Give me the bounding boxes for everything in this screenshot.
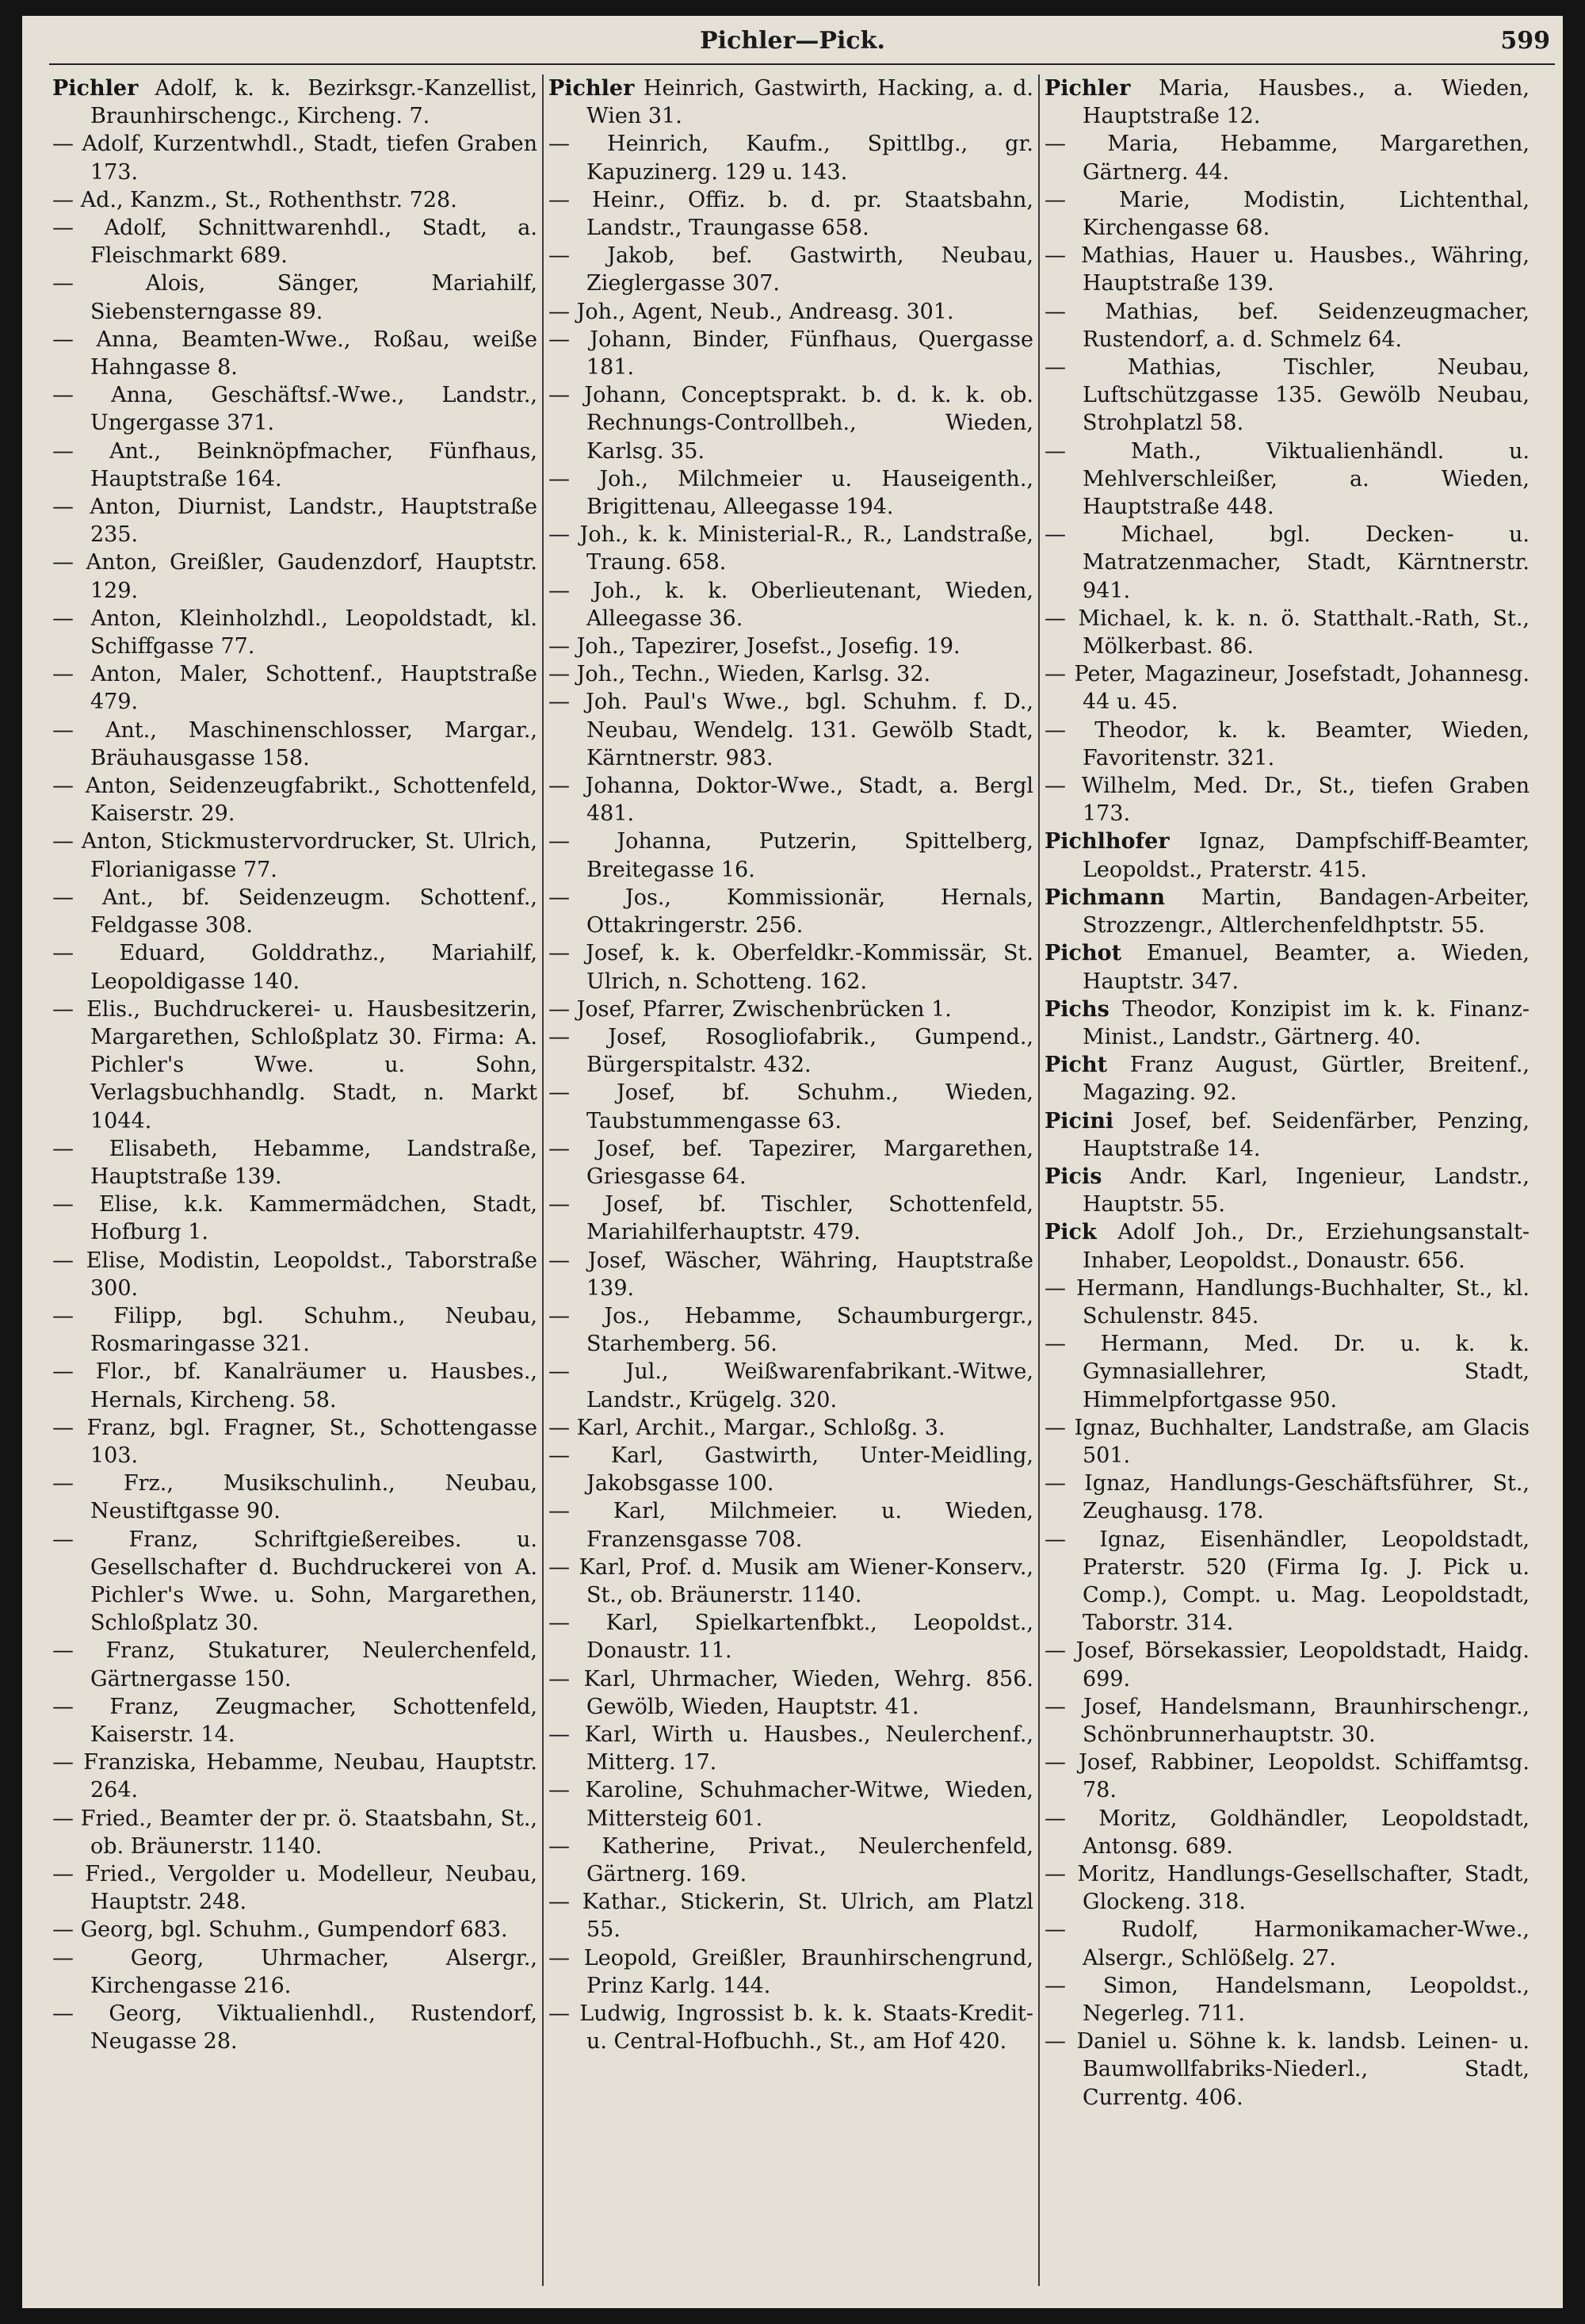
directory-entry xyxy=(548,1944,1033,2000)
directory-entry xyxy=(548,1135,1033,1191)
directory-entry xyxy=(52,772,537,828)
directory-entry xyxy=(548,1776,1033,1832)
directory-entry xyxy=(1045,1163,1530,1218)
directory-entry xyxy=(548,381,1033,465)
directory-entry xyxy=(1045,438,1530,522)
directory-entry xyxy=(52,1693,537,1749)
directory-entry xyxy=(1045,1051,1530,1107)
directory-entry xyxy=(548,1414,1033,1442)
entry-text: Adolf, k. k. Bezirksgr.-Kanzellist, Braunhirschengc., Kircheng. 7. xyxy=(90,76,537,129)
directory-entry xyxy=(548,1191,1033,1246)
entry-text: — Ignaz, Buchhalter, Landstraße, am Glacis 501. xyxy=(1045,1415,1530,1468)
entry-text: — Joh., Techn., Wieden, Karlsg. 32. xyxy=(548,662,931,687)
entry-text: — Fried., Beamter der pr. ö. Staatsbahn, St., ob. Bräunerstr. 1140. xyxy=(52,1806,537,1859)
directory-entry xyxy=(52,1916,537,1944)
directory-entry xyxy=(1045,1470,1530,1525)
directory-entry xyxy=(548,1497,1033,1553)
directory-entry xyxy=(52,660,537,716)
directory-entry xyxy=(1045,2028,1530,2112)
directory-entry xyxy=(548,1554,1033,1609)
directory-entry xyxy=(1045,1972,1530,2028)
directory-entry xyxy=(52,996,537,1135)
directory-entry xyxy=(52,1247,537,1302)
entry-text: — Anton, Seidenzeugfabrikt., Schottenfeld, Kaiserstr. 29. xyxy=(52,774,537,827)
entry-text: — Moritz, Handlungs-Gesellschafter, Stadt, Glockeng. 318. xyxy=(1045,1862,1530,1915)
entry-text: — Kathar., Stickerin, St. Ulrich, am Platzl 55. xyxy=(548,1890,1033,1943)
entry-surname: Picht xyxy=(1045,1053,1108,1078)
entry-text: — Johanna, Putzerin, Spittelberg, Breitegasse 16. xyxy=(548,829,1033,882)
entry-text: — Adolf, Kurzentwhdl., Stadt, tiefen Graben 173. xyxy=(52,132,537,185)
directory-entry xyxy=(1045,130,1530,185)
directory-entry xyxy=(548,2000,1033,2055)
entry-text: — Fried., Vergolder u. Modelleur, Neubau, Hauptstr. 248. xyxy=(52,1862,537,1915)
directory-entry xyxy=(1045,828,1530,883)
entry-surname: Pichmann xyxy=(1045,885,1165,910)
directory-entry xyxy=(548,688,1033,772)
column-divider xyxy=(542,75,544,2286)
entry-surname: Pichot xyxy=(1045,941,1122,966)
entry-text: — Karl, Uhrmacher, Wieden, Wehrg. 856. Gewölb, Wieden, Hauptstr. 41. xyxy=(548,1666,1033,1719)
directory-entry xyxy=(1045,1637,1530,1692)
directory-entry xyxy=(548,298,1033,326)
directory-entry xyxy=(548,828,1033,883)
entry-text: — Karl, Gastwirth, Unter-Meidling, Jakobsgasse 100. xyxy=(548,1443,1033,1496)
directory-entry xyxy=(52,2000,537,2055)
entry-surname: Pichlhofer xyxy=(1045,829,1170,854)
directory-entry xyxy=(548,1302,1033,1358)
directory-entry xyxy=(1045,1414,1530,1470)
entry-surname: Picis xyxy=(1045,1164,1102,1189)
entry-text: — Flor., bf. Kanalräumer u. Hausbes., Hernals, Kircheng. 58. xyxy=(52,1359,537,1412)
entry-text: — Joh., k. k. Oberlieutenant, Wieden, Alleegasse 36. xyxy=(548,578,1033,631)
directory-entry xyxy=(1045,1218,1530,1274)
entry-text: — Anna, Beamten-Wwe., Roßau, weiße Hahngasse 8. xyxy=(52,327,537,380)
entry-text: — Ignaz, Eisenhändler, Leopoldstadt, Praterstr. 520 (Firma Ig. J. Pick u. Comp.), Compt. u. Mag. Leopoldstadt, Taborstr. 314. xyxy=(1045,1527,1530,1636)
entry-text: — Elise, Modistin, Leopoldst., Taborstraße 300. xyxy=(52,1248,537,1301)
entry-text: — Mathias, Tischler, Neubau, Luftschützgasse 135. Gewölb Neubau, Strohplatzl 58. xyxy=(1045,355,1530,436)
entry-text: — Georg, Viktualienhdl., Rustendorf, Neugasse 28. xyxy=(52,2001,537,2055)
running-head: Pichler—Pick. xyxy=(700,27,885,55)
entry-text: — Franziska, Hebamme, Neubau, Hauptstr. 264. xyxy=(52,1750,537,1803)
entry-text: — Joh., Tapezirer, Josefst., Josefig. 19. xyxy=(548,634,961,659)
page-number: 599 xyxy=(1500,27,1550,55)
entry-text: — Theodor, k. k. Beamter, Wieden, Favoritenstr. 321. xyxy=(1045,717,1530,770)
directory-entry xyxy=(548,1442,1033,1497)
entry-text: — Josef, bef. Tapezirer, Margarethen, Griesgasse 64. xyxy=(548,1136,1033,1189)
directory-entry xyxy=(52,269,537,325)
directory-entry xyxy=(52,605,537,660)
entry-text: — Michael, bgl. Decken- u. Matratzenmacher, Stadt, Kärntnerstr. 941. xyxy=(1045,522,1530,603)
directory-entry xyxy=(548,1888,1033,1944)
entry-text: Theodor, Konzipist im k. k. Finanz-Minist., Landstr., Gärtnerg. 40. xyxy=(1083,996,1530,1049)
directory-entry xyxy=(52,1749,537,1804)
directory-entry xyxy=(548,465,1033,521)
entry-text: — Elise, k.k. Kammermädchen, Stadt, Hofburg 1. xyxy=(52,1192,537,1245)
directory-entry xyxy=(548,1023,1033,1079)
entry-text: — Josef, Pfarrer, Zwischenbrücken 1. xyxy=(548,996,952,1022)
entry-text: Andr. Karl, Ingenieur, Landstr., Hauptstr. 55. xyxy=(1083,1164,1530,1217)
entry-text: — Ludwig, Ingrossist b. k. k. Staats-Kredit- u. Central-Hofbuchh., St., am Hof 420. xyxy=(548,2001,1033,2055)
directory-entry xyxy=(1045,354,1530,438)
entry-text: — Joh. Paul's Wwe., bgl. Schuhm. f. D., Neubau, Wendelg. 131. Gewölb Stadt, Kärntnerstr. 983. xyxy=(548,690,1033,770)
directory-entry xyxy=(52,130,537,185)
entry-text: — Wilhelm, Med. Dr., St., tiefen Graben 173. xyxy=(1045,774,1530,827)
directory-entry xyxy=(52,1470,537,1525)
entry-text: — Georg, Uhrmacher, Alsergr., Kirchengasse 216. xyxy=(52,1945,537,1998)
entry-surname: Picini xyxy=(1045,1108,1114,1133)
directory-entry xyxy=(52,326,537,381)
entry-surname: Pichler xyxy=(1045,76,1131,101)
entry-text: — Anna, Geschäftsf.-Wwe., Landstr., Ungergasse 371. xyxy=(52,383,537,436)
entry-text: — Filipp, bgl. Schuhm., Neubau, Rosmaringasse 321. xyxy=(52,1303,537,1357)
directory-entry xyxy=(52,1191,537,1246)
directory-entry xyxy=(1045,186,1530,242)
directory-entry xyxy=(548,1833,1033,1888)
entry-text: — Johanna, Doktor-Wwe., Stadt, a. Bergl 481. xyxy=(548,774,1033,827)
entry-text: — Johann, Binder, Fünfhaus, Quergasse 181. xyxy=(548,327,1033,380)
directory-entry xyxy=(548,772,1033,828)
directory-entry xyxy=(548,633,1033,660)
directory-entry xyxy=(1045,717,1530,772)
entry-text: — Elisabeth, Hebamme, Landstraße, Hauptstraße 139. xyxy=(52,1136,537,1189)
entry-text: — Maria, Hebamme, Margarethen, Gärtnerg. 44. xyxy=(1045,132,1530,185)
entry-text: Josef, bef. Seidenfärber, Penzing, Hauptstraße 14. xyxy=(1083,1108,1530,1161)
entry-text: — Josef, bf. Schuhm., Wieden, Taubstummengasse 63. xyxy=(548,1080,1033,1133)
entry-text: — Anton, Stickmustervordrucker, St. Ulrich, Florianigasse 77. xyxy=(52,829,537,882)
entry-text: — Peter, Magazineur, Josefstadt, Johannesg. 44 u. 45. xyxy=(1045,662,1530,715)
directory-entry xyxy=(52,828,537,883)
directory-entry xyxy=(1045,1916,1530,1971)
directory-entry xyxy=(1045,242,1530,297)
entry-text: — Daniel u. Söhne k. k. landsb. Leinen- u. Baumwollfabriks-Niederl., Stadt, Currentg. 406. xyxy=(1045,2029,1530,2110)
entry-text: — Moritz, Goldhändler, Leopoldstadt, Antonsg. 689. xyxy=(1045,1806,1530,1859)
entry-text: — Adolf, Schnittwarenhdl., Stadt, a. Fleischmarkt 689. xyxy=(52,216,537,269)
directory-entry xyxy=(548,130,1033,185)
entry-text: — Jos., Hebamme, Schaumburgergr., Starhemberg. 56. xyxy=(548,1303,1033,1357)
entry-surname: Pick xyxy=(1045,1220,1097,1245)
entry-text: — Eduard, Golddrathz., Mariahilf, Leopoldigasse 140. xyxy=(52,941,537,994)
entry-text: — Karl, Wirth u. Hausbes., Neulerchenf., Mitterg. 17. xyxy=(548,1722,1033,1775)
directory-entry xyxy=(1045,772,1530,828)
directory-entry xyxy=(1045,1275,1530,1330)
entry-text: — Josef, Börsekassier, Leopoldstadt, Haidg. 699. xyxy=(1045,1638,1530,1691)
entry-text: — Karl, Prof. d. Musik am Wiener-Konserv., St., ob. Bräunerstr. 1140. xyxy=(548,1554,1033,1607)
directory-entry xyxy=(52,214,537,269)
entry-text: — Karl, Archit., Margar., Schloßg. 3. xyxy=(548,1415,945,1440)
entry-text: — Katherine, Privat., Neulerchenfeld, Gärtnerg. 169. xyxy=(548,1833,1033,1886)
entry-text: — Franz, Stukaturer, Neulerchenfeld, Gärtnergasse 150. xyxy=(52,1638,537,1691)
directory-entry xyxy=(1045,1330,1530,1414)
entry-text: — Mathias, bef. Seidenzeugmacher, Rustendorf, a. d. Schmelz 64. xyxy=(1045,299,1530,352)
entry-text: — Ignaz, Handlungs-Geschäftsführer, St., Zeughausg. 178. xyxy=(1045,1471,1530,1524)
directory-entry xyxy=(52,186,537,214)
entry-text: — Leopold, Greißler, Braunhirschengrund, Prinz Karlg. 144. xyxy=(548,1945,1033,1998)
entry-text: — Franz, Schriftgießereibes. u. Gesellschafter d. Buchdruckerei von A. Pichler's Wwe. u. Sohn, Margarethen, Schloßplatz 30. xyxy=(52,1527,537,1636)
directory-entry xyxy=(1045,1860,1530,1916)
directory-entry xyxy=(1045,1749,1530,1804)
directory-entry xyxy=(52,75,537,130)
entry-text: — Karl, Milchmeier. u. Wieden, Franzensgasse 708. xyxy=(548,1499,1033,1552)
directory-entry xyxy=(548,326,1033,381)
directory-entry xyxy=(1045,521,1530,605)
entry-text: — Ant., Beinknöpfmacher, Fünfhaus, Hauptstraße 164. xyxy=(52,438,537,491)
entry-text: Franz August, Gürtler, Breitenf., Magazing. 92. xyxy=(1083,1053,1530,1106)
entry-text: — Frz., Musikschulinh., Neubau, Neustiftgasse 90. xyxy=(52,1471,537,1524)
entry-text: Maria, Hausbes., a. Wieden, Hauptstraße 12. xyxy=(1083,76,1530,129)
directory-entry xyxy=(1045,1107,1530,1163)
directory-entry xyxy=(52,438,537,493)
directory-entry xyxy=(548,660,1033,688)
entry-text: — Anton, Greißler, Gaudenzdorf, Hauptstr. 129. xyxy=(52,550,537,603)
entry-text: — Josef, Wäscher, Währing, Hauptstraße 139. xyxy=(548,1248,1033,1301)
directory-page xyxy=(22,16,1563,2308)
directory-entry xyxy=(52,381,537,437)
entry-text: — Math., Viktualienhändl. u. Mehlverschleißer, a. Wieden, Hauptstraße 448. xyxy=(1045,438,1530,520)
directory-entry xyxy=(52,1302,537,1358)
entry-surname: Pichler xyxy=(52,76,139,101)
entry-text: — Johann, Conceptsprakt. b. d. k. k. ob. Rechnungs-Controllbeh., Wieden, Karlsg. 35. xyxy=(548,383,1033,464)
entry-surname: Pichler xyxy=(548,76,635,101)
column-2 xyxy=(548,75,1033,2294)
directory-entry xyxy=(1045,660,1530,716)
directory-entry xyxy=(1045,884,1530,939)
directory-entry xyxy=(52,1414,537,1470)
entry-text: — Ant., Maschinenschlosser, Margar., Bräuhausgasse 158. xyxy=(52,717,537,770)
entry-text: — Michael, k. k. n. ö. Statthalt.-Rath, St., Mölkerbast. 86. xyxy=(1045,606,1530,659)
directory-entry xyxy=(52,939,537,995)
entry-text: — Jos., Kommissionär, Hernals, Ottakringerstr. 256. xyxy=(548,885,1033,938)
directory-entry xyxy=(548,1665,1033,1721)
directory-entry xyxy=(548,939,1033,995)
directory-entry xyxy=(52,1358,537,1413)
entry-text: — Rudolf, Harmonikamacher-Wwe., Alsergr., Schlößelg. 27. xyxy=(1045,1917,1530,1970)
directory-entry xyxy=(548,1079,1033,1134)
entry-text: — Anton, Diurnist, Landstr., Hauptstraße 235. xyxy=(52,495,537,548)
directory-entry xyxy=(52,1637,537,1692)
entry-text: — Heinr., Offiz. b. d. pr. Staatsbahn, Landstr., Traungasse 658. xyxy=(548,187,1033,241)
entry-text: Martin, Bandagen-Arbeiter, Strozzengr., Altlerchenfeldhptstr. 55. xyxy=(1083,885,1530,938)
entry-text: — Mathias, Hauer u. Hausbes., Währing, Hauptstraße 139. xyxy=(1045,243,1530,296)
directory-entry xyxy=(1045,298,1530,354)
directory-entry xyxy=(548,996,1033,1023)
entry-text: Ignaz, Dampfschiff-Beamter, Leopoldst., Praterstr. 415. xyxy=(1083,829,1530,882)
entry-text: — Franz, bgl. Fragner, St., Schottengasse 103. xyxy=(52,1415,537,1468)
entry-text: — Anton, Maler, Schottenf., Hauptstraße 479. xyxy=(52,662,537,715)
directory-entry xyxy=(548,884,1033,939)
directory-entry xyxy=(548,521,1033,576)
entry-text: — Simon, Handelsmann, Leopoldst., Negerleg. 711. xyxy=(1045,1973,1530,2027)
directory-entry xyxy=(52,1526,537,1638)
directory-entry xyxy=(548,1358,1033,1413)
entry-text: — Joh., Milchmeier u. Hauseigenth., Brigittenau, Alleegasse 194. xyxy=(548,466,1033,520)
entry-text: — Marie, Modistin, Lichtenthal, Kirchengasse 68. xyxy=(1045,187,1530,241)
entry-text: — Josef, Handelsmann, Braunhirschengr., Schönbrunnerhauptstr. 30. xyxy=(1045,1694,1530,1747)
column-1 xyxy=(52,75,537,2294)
entry-text: — Josef, Rosogliofabrik., Gumpend., Bürgerspitalstr. 432. xyxy=(548,1024,1033,1078)
entry-text: Heinrich, Gastwirth, Hacking, a. d. Wien 31. xyxy=(586,76,1033,129)
directory-entry xyxy=(52,549,537,604)
entry-text: Emanuel, Beamter, a. Wieden, Hauptstr. 347. xyxy=(1083,941,1530,994)
entry-text: — Josef, k. k. Oberfeldkr.-Kommissär, St. Ulrich, n. Schotteng. 162. xyxy=(548,941,1033,994)
directory-entry xyxy=(548,186,1033,242)
entry-text: — Alois, Sänger, Mariahilf, Siebensterngasse 89. xyxy=(52,271,537,324)
header-rule xyxy=(49,63,1555,65)
entry-text: — Heinrich, Kaufm., Spittlbg., gr. Kapuzinerg. 129 u. 143. xyxy=(548,132,1033,185)
directory-entry xyxy=(52,493,537,549)
entry-text: — Hermann, Med. Dr. u. k. k. Gymnasiallehrer, Stadt, Himmelpfortgasse 950. xyxy=(1045,1332,1530,1412)
directory-entry xyxy=(52,717,537,772)
directory-entry xyxy=(548,75,1033,130)
directory-entry xyxy=(1045,605,1530,660)
entry-text: — Ant., bf. Seidenzeugm. Schottenf., Feldgasse 308. xyxy=(52,885,537,938)
directory-entry xyxy=(548,242,1033,297)
directory-entry xyxy=(1045,1805,1530,1860)
entry-text: — Josef, Rabbiner, Leopoldst. Schiffamtsg. 78. xyxy=(1045,1750,1530,1803)
entry-text: — Joh., k. k. Ministerial-R., R., Landstraße, Traung. 658. xyxy=(548,522,1033,575)
entry-surname: Pichs xyxy=(1045,996,1110,1022)
entry-text: — Karoline, Schuhmacher-Witwe, Wieden, Mittersteig 601. xyxy=(548,1778,1033,1831)
page-header xyxy=(22,27,1563,65)
directory-entry xyxy=(52,1805,537,1860)
entry-text: — Franz, Zeugmacher, Schottenfeld, Kaiserstr. 14. xyxy=(52,1694,537,1747)
entry-text: — Georg, bgl. Schuhm., Gumpendorf 683. xyxy=(52,1917,508,1943)
entry-text: — Elis., Buchdruckerei- u. Hausbesitzerin, Margarethen, Schloßplatz 30. Firma: A. Pichler's Wwe. u. Sohn, Verlagsbuchhandlg. Stadt, n. Markt 1044. xyxy=(52,996,537,1133)
directory-entry xyxy=(1045,939,1530,995)
entry-text: — Anton, Kleinholzhdl., Leopoldstadt, kl. Schiffgasse 77. xyxy=(52,606,537,659)
directory-entry xyxy=(52,1135,537,1191)
directory-entry xyxy=(1045,1693,1530,1749)
entry-text: — Jakob, bef. Gastwirth, Neubau, Zieglergasse 307. xyxy=(548,243,1033,296)
entry-text: Adolf Joh., Dr., Erziehungsanstalt-Inhaber, Leopoldst., Donaustr. 656. xyxy=(1083,1220,1530,1273)
entry-text: — Hermann, Handlungs-Buchhalter, St., kl. Schulenstr. 845. xyxy=(1045,1275,1530,1328)
directory-entry xyxy=(548,1247,1033,1302)
entry-text: — Karl, Spielkartenfbkt., Leopoldst., Donaustr. 11. xyxy=(548,1611,1033,1664)
entry-text: — Ad., Kanzm., St., Rothenthstr. 728. xyxy=(52,187,457,212)
directory-entry xyxy=(1045,996,1530,1051)
directory-entry xyxy=(1045,1526,1530,1638)
entry-text: — Josef, bf. Tischler, Schottenfeld, Mariahilferhauptstr. 479. xyxy=(548,1192,1033,1245)
entry-text: — Joh., Agent, Neub., Andreasg. 301. xyxy=(548,299,954,324)
directory-entry xyxy=(548,577,1033,633)
column-3 xyxy=(1045,75,1530,2294)
directory-entry xyxy=(548,1721,1033,1776)
directory-entry xyxy=(548,1609,1033,1665)
column-divider xyxy=(1038,75,1040,2286)
directory-entry xyxy=(52,1860,537,1916)
directory-entry xyxy=(52,1944,537,2000)
directory-entry xyxy=(1045,75,1530,130)
directory-entry xyxy=(52,884,537,939)
entry-text: — Jul., Weißwarenfabrikant.-Witwe, Landstr., Krügelg. 320. xyxy=(548,1359,1033,1412)
